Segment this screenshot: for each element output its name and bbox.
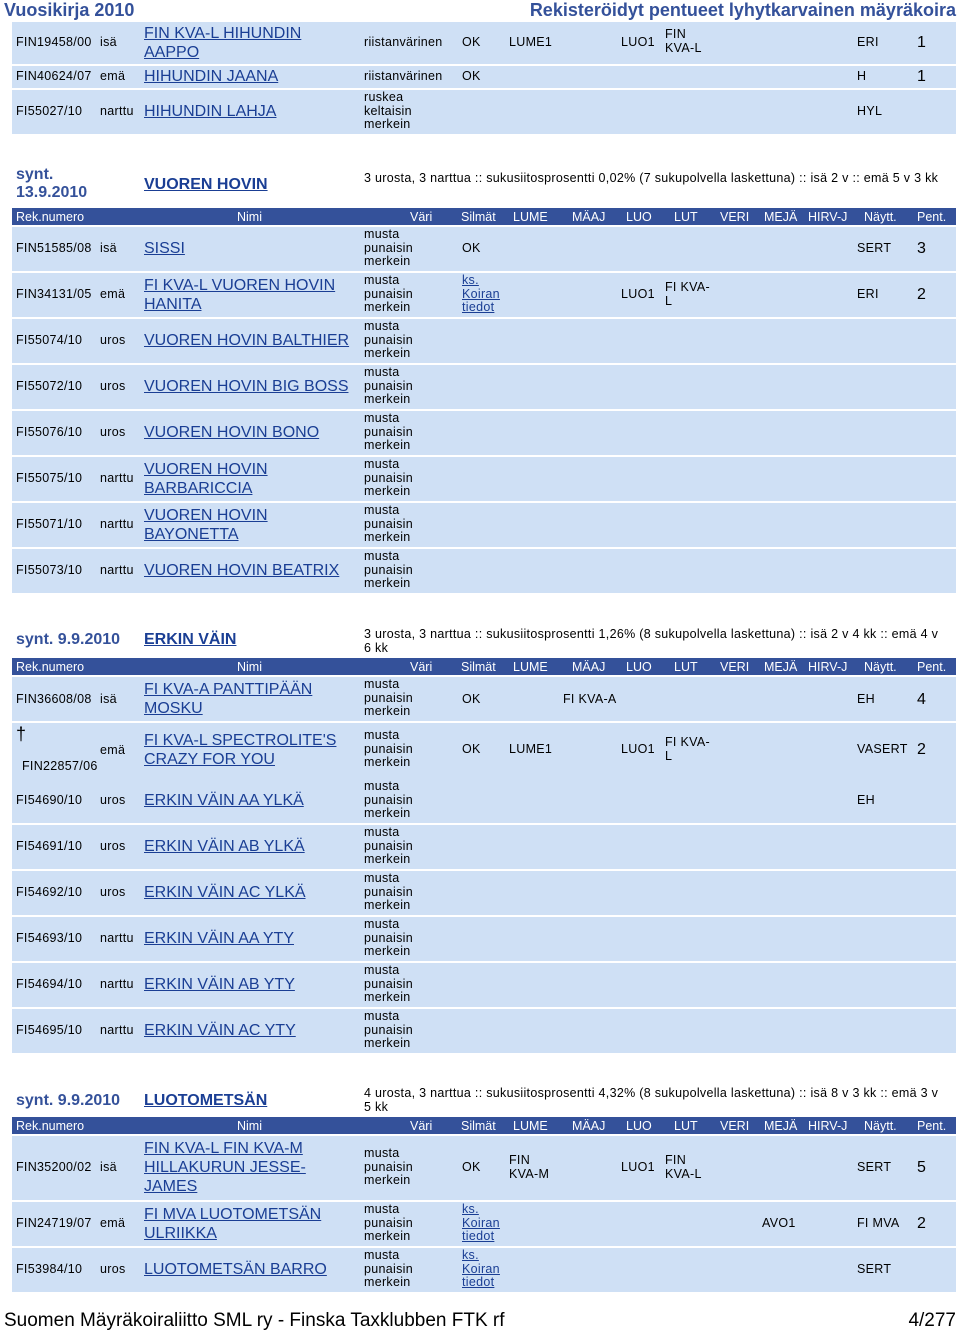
pent: 3 [917,240,927,257]
col-nimi: Nimi [237,210,262,224]
reg-number: FIN36608/08 [16,692,92,706]
page-header [0,0,960,22]
pent: 1 [917,68,927,85]
col-lut: LUT [674,660,698,674]
col-rek: Rek.numero [16,660,85,674]
luo: LUO1 [621,1160,655,1174]
color: musta punaisin merkein [364,963,413,1004]
dog-info-link[interactable]: ks. Koiran tiedot [462,1248,500,1289]
color: musta punaisin merkein [364,917,413,958]
litter-stats: 3 urosta, 3 narttua :: sukusiitosprosentti 0,02% (7 sukupolvella laskettuna) :: isä 2 v :: emä 5 v 3 kk [364,171,939,185]
sex: narttu [100,931,134,945]
naytt: SERT [857,1160,892,1174]
lume: LUME1 [509,742,553,756]
color: musta punaisin merkein [364,549,413,590]
sex: isä [100,35,117,49]
reg-number: FI54695/10 [16,1023,83,1037]
naytt: HYL [857,104,883,118]
dog-name-link[interactable]: VUOREN HOVIN BIG BOSS [144,378,349,395]
col-silmat: Silmät [461,1119,496,1133]
dog-name-link[interactable]: FIN KVA-L FIN KVA-M HILLAKURUN JESSE-JAMES [144,1140,306,1195]
col-pent: Pent. [917,210,947,224]
litter-date: synt. 9.9.2010 [16,631,121,648]
sex: uros [100,885,126,899]
color: musta punaisin merkein [364,503,413,544]
reg-number: FIN22857/06 [22,759,98,773]
naytt: VASERT [857,742,908,756]
sex: narttu [100,517,134,531]
reg-number: FIN51585/08 [16,241,92,255]
color: musta punaisin merkein [364,227,413,268]
sex: narttu [100,1023,134,1037]
luo: LUO1 [621,742,655,756]
dog-info-link[interactable]: ks. Koiran tiedot [462,1202,500,1243]
table-row [12,273,956,317]
col-naytt: Näytt. [864,210,897,224]
lume: FIN KVA-M [509,1153,550,1181]
col-vari: Väri [410,1119,433,1133]
col-luo: LUO [626,660,652,674]
dog-name-link[interactable]: HIHUNDIN JAANA [144,68,279,85]
color: musta punaisin merkein [364,319,413,360]
table-row [12,1248,956,1292]
reg-number: FI55072/10 [16,379,83,393]
color: ruskea keltaisin merkein [364,90,412,131]
naytt: EH [857,692,875,706]
table-row [12,411,956,455]
col-lut: LUT [674,1119,698,1133]
reg-number: FI55071/10 [16,517,83,531]
lut: FI KVA-L [665,280,710,308]
table-row [12,319,956,363]
table-row [12,779,956,823]
footer-org: Suomen Mäyräkoiraliitto SML ry - Finska Taxklubben FTK rf [4,1310,505,1331]
reg-number: FIN40624/07 [16,69,92,83]
table-row [12,22,956,64]
col-luo: LUO [626,1119,652,1133]
col-hirvj: HIRV-J [808,1119,848,1133]
pent: 2 [917,741,927,758]
table-row [12,723,956,779]
color: riistanvärinen [364,35,443,49]
reg-number: FI55075/10 [16,471,83,485]
col-maaj: MÄAJ [572,210,606,224]
col-meja: MEJÄ [764,210,798,224]
sex: uros [100,425,126,439]
color: musta punaisin merkein [364,1202,413,1243]
col-lume: LUME [513,660,548,674]
table-row [12,503,956,547]
col-veri: VERI [720,660,750,674]
dog-name-link[interactable]: VUOREN HOVIN BEATRIX [144,562,340,579]
sex: emä [100,69,126,83]
col-veri: VERI [720,1119,750,1133]
dog-name-link[interactable]: ERKIN VÄIN AC YLKÄ [144,884,306,901]
reg-number: FI55076/10 [16,425,83,439]
luo: LUO1 [621,35,655,49]
sex: narttu [100,104,134,118]
litter-date: synt. 9.9.2010 [16,1092,121,1109]
col-maaj: MÄAJ [572,660,606,674]
color: musta punaisin merkein [364,457,413,498]
dog-name-link[interactable]: ERKIN VÄIN AB YTY [144,976,295,993]
color: musta punaisin merkein [364,1146,413,1187]
col-vari: Väri [410,210,433,224]
naytt: SERT [857,1262,892,1276]
pent: 4 [917,691,927,708]
reg-number: FI53984/10 [16,1262,83,1276]
color: musta punaisin merkein [364,779,413,820]
col-meja: MEJÄ [764,660,798,674]
color: musta punaisin merkein [364,411,413,452]
table-row [12,90,956,134]
dog-name-link[interactable]: VUOREN HOVIN BAYONETTA [144,507,268,543]
table-row [12,1009,956,1053]
col-maaj: MÄAJ [572,1119,606,1133]
color: musta punaisin merkein [364,728,413,769]
naytt: EH [857,793,875,807]
dog-name-link[interactable]: VUOREN HOVIN BARBARICCIA [144,461,268,497]
dog-name-link[interactable]: ERKIN VÄIN AA YTY [144,930,294,947]
column-header [12,658,956,675]
naytt: ERI [857,35,879,49]
deceased-marker: † [16,724,27,744]
litter-stats: 4 urosta, 3 narttua :: sukusiitosprosentti 4,32% (8 sukupolvella laskettuna) :: isä 8 v 3 kk :: emä 3 v 5 kk [364,1086,939,1114]
color: musta punaisin merkein [364,1009,413,1050]
maaj: FI KVA-A [563,692,617,706]
page-number: 4/277 [908,1310,956,1331]
col-silmat: Silmät [461,660,496,674]
reg-number: FI55027/10 [16,104,83,118]
litter-date: synt. 13.9.2010 [16,166,88,201]
color: musta punaisin merkein [364,871,413,912]
col-nimi: Nimi [237,660,262,674]
col-luo: LUO [626,210,652,224]
dog-name-link[interactable]: SISSI [144,240,185,257]
yearbook-title: Vuosikirja 2010 [4,0,135,20]
col-pent: Pent. [917,660,947,674]
table-row [12,1202,956,1246]
table-row [12,825,956,869]
reg-number: FI54692/10 [16,885,83,899]
column-header [12,208,956,225]
table-row [12,917,956,961]
litter-summary [12,166,956,208]
meja: AVO1 [762,1216,796,1230]
col-hirvj: HIRV-J [808,210,848,224]
eye: OK [462,69,481,83]
color: musta punaisin merkein [364,825,413,866]
sex: uros [100,333,126,347]
col-rek: Rek.numero [16,1119,85,1133]
sex: narttu [100,563,134,577]
litter-stats: 3 urosta, 3 narttua :: sukusiitosprosentti 1,26% (8 sukupolvella laskettuna) :: isä 2 v 4 kk :: emä 4 v 6 kk [364,627,939,655]
eye: OK [462,692,481,706]
sex: narttu [100,977,134,991]
naytt: ERI [857,287,879,301]
naytt: SERT [857,241,892,255]
color: musta punaisin merkein [364,1248,413,1289]
sex: emä [100,1216,126,1230]
reg-number: FIN19458/00 [16,35,92,49]
eye: OK [462,1160,481,1174]
col-vari: Väri [410,660,433,674]
reg-number: FI54694/10 [16,977,83,991]
sex: uros [100,379,126,393]
pent: 2 [917,1215,927,1232]
sex: emä [100,287,126,301]
color: musta punaisin merkein [364,365,413,406]
dog-info-link[interactable]: ks. Koiran tiedot [462,273,500,314]
naytt: FI MVA [857,1216,900,1230]
litter-summary [12,626,956,658]
col-pent: Pent. [917,1119,947,1133]
col-naytt: Näytt. [864,660,897,674]
naytt: H [857,69,867,83]
sex: emä [100,743,126,757]
color: riistanvärinen [364,69,443,83]
table-row [12,871,956,915]
col-lume: LUME [513,210,548,224]
table-row [12,549,956,593]
pent: 2 [917,286,927,303]
dog-name-link[interactable]: ERKIN VÄIN AB YLKÄ [144,838,305,855]
dog-name-link[interactable]: HIHUNDIN LAHJA [144,103,277,120]
dog-name-link[interactable]: VUOREN HOVIN BALTHIER [144,332,350,349]
dog-name-link[interactable]: FI KVA-L VUOREN HOVIN HANITA [144,277,336,313]
reg-number: FI55073/10 [16,563,83,577]
lut: FIN KVA-L [665,27,702,55]
pent: 5 [917,1159,927,1176]
col-lut: LUT [674,210,698,224]
eye: OK [462,742,481,756]
reg-number: FIN24719/07 [16,1216,92,1230]
dog-name-link[interactable]: ERKIN VÄIN AC YTY [144,1022,296,1039]
dog-name-link[interactable]: FI KVA-L SPECTROLITE'S CRAZY FOR YOU [144,732,337,768]
table-row [12,227,956,271]
eye: OK [462,241,481,255]
kennel-name-link[interactable]: VUOREN HOVIN [144,176,268,193]
col-rek: Rek.numero [16,210,85,224]
col-lume: LUME [513,1119,548,1133]
reg-number: FI54690/10 [16,793,83,807]
col-naytt: Näytt. [864,1119,897,1133]
dog-name-link[interactable]: FI MVA LUOTOMETSÄN ULRIIKKA [144,1206,322,1242]
sex: uros [100,793,126,807]
reg-number: FI55074/10 [16,333,83,347]
col-meja: MEJÄ [764,1119,798,1133]
col-nimi: Nimi [237,1119,262,1133]
dog-name-link[interactable]: ERKIN VÄIN AA YLKÄ [144,792,304,809]
sex: isä [100,692,117,706]
lume: LUME1 [509,35,553,49]
reg-number: FI54691/10 [16,839,83,853]
kennel-name-link[interactable]: ERKIN VÄIN [144,631,237,648]
table-row [12,1136,956,1200]
color: musta punaisin merkein [364,273,413,314]
reg-number: FIN34131/05 [16,287,92,301]
col-silmat: Silmät [461,210,496,224]
sex: isä [100,1160,117,1174]
table-row [12,66,956,88]
sex: isä [100,241,117,255]
table-row [12,963,956,1007]
table-row [12,677,956,721]
col-hirvj: HIRV-J [808,660,848,674]
dog-name-link[interactable]: LUOTOMETSÄN BARRO [144,1261,327,1278]
table-row [12,457,956,501]
sex: narttu [100,471,134,485]
reg-number: FIN35200/02 [16,1160,92,1174]
sex: uros [100,839,126,853]
lut: FI KVA-L [665,735,710,763]
page-footer [0,1308,960,1334]
lut: FIN KVA-L [665,1153,702,1181]
sex: uros [100,1262,126,1276]
pent: 1 [917,34,927,51]
table-row [12,365,956,409]
dog-name-link[interactable]: VUOREN HOVIN BONO [144,424,320,441]
dog-name-link[interactable]: FI KVA-A PANTTIPÄÄN MOSKU [144,681,313,717]
luo: LUO1 [621,287,655,301]
color: musta punaisin merkein [364,677,413,718]
reg-number: FI54693/10 [16,931,83,945]
dog-name-link[interactable]: FIN KVA-L HIHUNDIN AAPPO [144,25,302,61]
column-header [12,1117,956,1134]
kennel-name-link[interactable]: LUOTOMETSÄN [144,1092,268,1109]
col-veri: VERI [720,210,750,224]
litter-summary [12,1085,956,1117]
eye: OK [462,35,481,49]
section-title: Rekisteröidyt pentueet lyhytkarvainen mäyräkoira [529,0,956,20]
